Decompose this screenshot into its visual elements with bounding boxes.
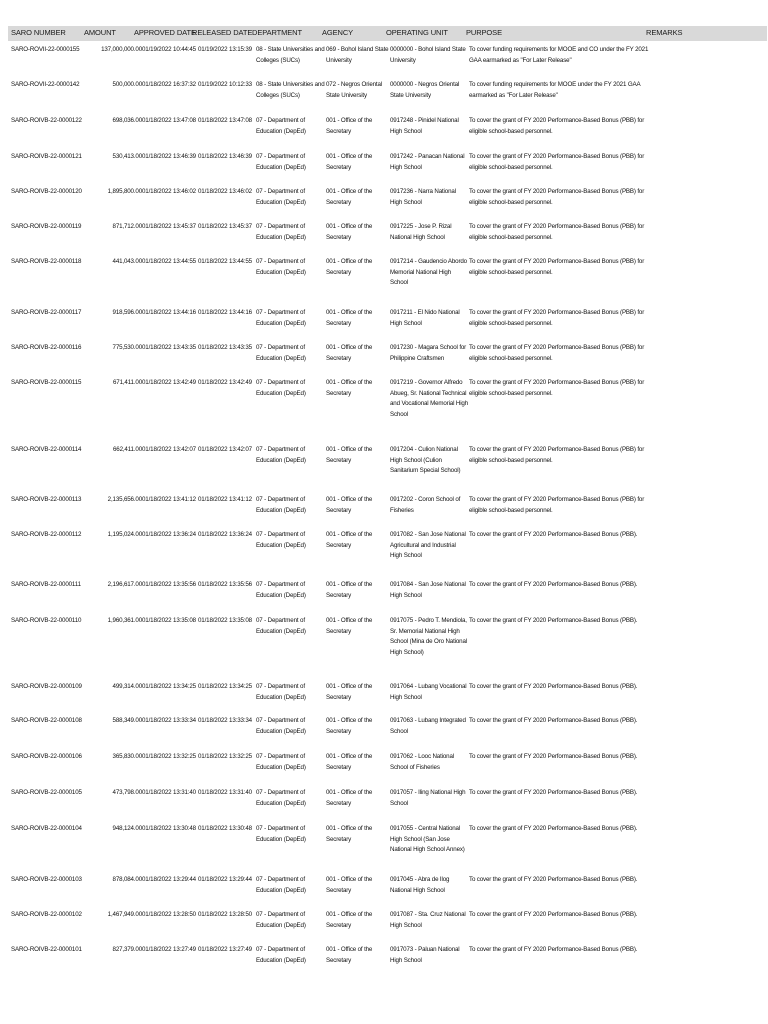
- amount-cell: 530,413.00: [112, 153, 142, 160]
- operating-unit-cell: 0917211 - El Nido National High School: [390, 309, 460, 327]
- saro-number-cell: SARO-ROIVB-22-0000101: [11, 946, 82, 953]
- operating-unit-cell: 0917075 - Pedro T. Mendiola, Sr. Memorial National High School (Mina de Oro National High School): [390, 617, 467, 656]
- department-cell: 07 - Department of Education (DepEd): [256, 825, 306, 843]
- approved-date-cell: 01/18/2022 13:42:07: [142, 446, 196, 453]
- purpose-cell: To cover the grant of FY 2020 Performance-Based Bonus (PBB).: [469, 617, 638, 624]
- purpose-cell: To cover the grant of FY 2020 Performance-Based Bonus (PBB) for eligible school-based personnel.: [469, 188, 645, 206]
- saro-number-cell: SARO-ROIVB-22-0000105: [11, 789, 82, 796]
- operating-unit-cell: 0917242 - Panacan National High School: [390, 153, 465, 171]
- amount-cell: 365,830.00: [112, 753, 142, 760]
- agency-cell: 001 - Office of the Secretary: [326, 531, 373, 549]
- saro-number-cell: SARO-ROIVB-22-0000113: [11, 496, 82, 503]
- saro-number-cell: SARO-ROIVB-22-0000117: [11, 309, 82, 316]
- operating-unit-cell: 0917248 - Pinidel National High School: [390, 117, 459, 135]
- saro-number-cell: SARO-ROIVB-22-0000122: [11, 117, 82, 124]
- purpose-cell: To cover funding requirements for MOOE and CO under the FY 2021 GAA earmarked as "For Later Release": [469, 46, 649, 64]
- purpose-cell: To cover the grant of FY 2020 Performance-Based Bonus (PBB) for eligible school-based personnel.: [469, 446, 645, 464]
- saro-number-cell: SARO-ROIVB-22-0000118: [11, 258, 82, 265]
- approved-date-cell: 01/19/2022 10:44:45: [142, 46, 196, 53]
- saro-number-cell: SARO-ROIVB-22-0000116: [11, 344, 82, 351]
- saro-number-cell: SARO-ROVII-22-0000155: [11, 46, 80, 53]
- header-operating-unit: OPERATING UNIT: [386, 28, 448, 37]
- amount-cell: 499,314.00: [112, 683, 142, 690]
- amount-cell: 878,084.00: [112, 876, 142, 883]
- approved-date-cell: 01/18/2022 13:32:25: [142, 753, 196, 760]
- operating-unit-cell: 0917225 - Jose P. Rizal National High School: [390, 223, 452, 241]
- amount-cell: 671,411.00: [112, 379, 142, 386]
- department-cell: 07 - Department of Education (DepEd): [256, 117, 306, 135]
- agency-cell: 001 - Office of the Secretary: [326, 946, 373, 964]
- approved-date-cell: 01/18/2022 13:31:40: [142, 789, 196, 796]
- agency-cell: 001 - Office of the Secretary: [326, 309, 373, 327]
- saro-number-cell: SARO-ROIVB-22-0000103: [11, 876, 82, 883]
- purpose-cell: To cover the grant of FY 2020 Performance-Based Bonus (PBB).: [469, 789, 638, 796]
- approved-date-cell: 01/18/2022 13:36:24: [142, 531, 196, 538]
- purpose-cell: To cover the grant of FY 2020 Performance-Based Bonus (PBB).: [469, 581, 638, 588]
- department-cell: 07 - Department of Education (DepEd): [256, 617, 306, 635]
- table-header: [8, 26, 767, 41]
- agency-cell: 001 - Office of the Secretary: [326, 496, 373, 514]
- agency-cell: 001 - Office of the Secretary: [326, 153, 373, 171]
- department-cell: 07 - Department of Education (DepEd): [256, 344, 306, 362]
- released-date-cell: 01/18/2022 13:31:40: [198, 789, 252, 796]
- purpose-cell: To cover the grant of FY 2020 Performance-Based Bonus (PBB).: [469, 683, 638, 690]
- purpose-cell: To cover the grant of FY 2020 Performance-Based Bonus (PBB) for eligible school-based personnel.: [469, 344, 645, 362]
- saro-number-cell: SARO-ROIVB-22-0000112: [11, 531, 82, 538]
- purpose-cell: To cover the grant of FY 2020 Performance-Based Bonus (PBB) for eligible school-based personnel.: [469, 258, 645, 276]
- released-date-cell: 01/19/2022 10:12:33: [198, 81, 252, 88]
- saro-number-cell: SARO-ROIVB-22-0000106: [11, 753, 82, 760]
- amount-cell: 473,798.00: [112, 789, 142, 796]
- header-agency: AGENCY: [322, 28, 354, 37]
- operating-unit-cell: 0917230 - Magara School for Philippine Craftsmen: [390, 344, 467, 362]
- approved-date-cell: 01/18/2022 13:46:39: [142, 153, 196, 160]
- approved-date-cell: 01/18/2022 13:34:25: [142, 683, 196, 690]
- purpose-cell: To cover funding requirements for MOOE under the FY 2021 GAA earmarked as "For Later Release": [469, 81, 641, 99]
- approved-date-cell: 01/18/2022 13:46:02: [142, 188, 196, 195]
- department-cell: 07 - Department of Education (DepEd): [256, 911, 306, 929]
- header-amount: AMOUNT: [84, 28, 116, 37]
- saro-number-cell: SARO-ROIVB-22-0000102: [11, 911, 82, 918]
- released-date-cell: 01/18/2022 13:33:34: [198, 717, 252, 724]
- purpose-cell: To cover the grant of FY 2020 Performance-Based Bonus (PBB).: [469, 531, 638, 538]
- amount-cell: 698,036.00: [112, 117, 142, 124]
- amount-cell: 2,135,656.00: [107, 496, 142, 503]
- purpose-cell: To cover the grant of FY 2020 Performance-Based Bonus (PBB) for eligible school-based personnel.: [469, 117, 645, 135]
- operating-unit-cell: 0917219 - Governor Alfredo Abueg, Sr. National Technical and Vocational Memorial High School: [390, 379, 469, 418]
- department-cell: 07 - Department of Education (DepEd): [256, 531, 306, 549]
- released-date-cell: 01/18/2022 13:28:50: [198, 911, 252, 918]
- department-cell: 07 - Department of Education (DepEd): [256, 683, 306, 701]
- saro-number-cell: SARO-ROVII-22-0000142: [11, 81, 80, 88]
- released-date-cell: 01/18/2022 13:30:48: [198, 825, 252, 832]
- approved-date-cell: 01/18/2022 13:45:37: [142, 223, 196, 230]
- approved-date-cell: 01/18/2022 13:42:49: [142, 379, 196, 386]
- department-cell: 07 - Department of Education (DepEd): [256, 496, 306, 514]
- department-cell: 07 - Department of Education (DepEd): [256, 258, 306, 276]
- operating-unit-cell: 0917084 - San Jose National High School: [390, 581, 466, 599]
- purpose-cell: To cover the grant of FY 2020 Performance-Based Bonus (PBB).: [469, 911, 638, 918]
- amount-cell: 1,960,361.00: [107, 617, 142, 624]
- purpose-cell: To cover the grant of FY 2020 Performance-Based Bonus (PBB) for eligible school-based personnel.: [469, 223, 645, 241]
- amount-cell: 2,196,617.00: [107, 581, 142, 588]
- saro-number-cell: SARO-ROIVB-22-0000121: [11, 153, 82, 160]
- released-date-cell: 01/18/2022 13:35:08: [198, 617, 252, 624]
- header-remarks: REMARKS: [646, 28, 683, 37]
- released-date-cell: 01/18/2022 13:45:37: [198, 223, 252, 230]
- approved-date-cell: 01/18/2022 13:29:44: [142, 876, 196, 883]
- released-date-cell: 01/18/2022 13:34:25: [198, 683, 252, 690]
- amount-cell: 441,043.00: [112, 258, 142, 265]
- approved-date-cell: 01/18/2022 13:44:16: [142, 309, 196, 316]
- approved-date-cell: 01/18/2022 13:27:49: [142, 946, 196, 953]
- operating-unit-cell: 0917055 - Central National High School (San Jose National High School Annex): [390, 825, 465, 853]
- agency-cell: 001 - Office of the Secretary: [326, 258, 373, 276]
- department-cell: 07 - Department of Education (DepEd): [256, 309, 306, 327]
- agency-cell: 001 - Office of the Secretary: [326, 344, 373, 362]
- operating-unit-cell: 0917064 - Lubang Vocational High School: [390, 683, 467, 701]
- approved-date-cell: 01/18/2022 13:43:35: [142, 344, 196, 351]
- released-date-cell: 01/19/2022 13:15:39: [198, 46, 252, 53]
- department-cell: 07 - Department of Education (DepEd): [256, 446, 306, 464]
- header-department: DEPARTMENT: [252, 28, 302, 37]
- operating-unit-cell: 0000000 - Bohol Island State University: [390, 46, 466, 64]
- agency-cell: 001 - Office of the Secretary: [326, 911, 373, 929]
- department-cell: 07 - Department of Education (DepEd): [256, 876, 306, 894]
- agency-cell: 001 - Office of the Secretary: [326, 753, 373, 771]
- purpose-cell: To cover the grant of FY 2020 Performance-Based Bonus (PBB).: [469, 717, 638, 724]
- saro-number-cell: SARO-ROIVB-22-0000108: [11, 717, 82, 724]
- saro-number-cell: SARO-ROIVB-22-0000104: [11, 825, 82, 832]
- department-cell: 07 - Department of Education (DepEd): [256, 946, 306, 964]
- operating-unit-cell: 0917062 - Looc National School of Fisheries: [390, 753, 454, 771]
- department-cell: 07 - Department of Education (DepEd): [256, 717, 306, 735]
- released-date-cell: 01/18/2022 13:41:12: [198, 496, 252, 503]
- approved-date-cell: 01/18/2022 13:44:55: [142, 258, 196, 265]
- released-date-cell: 01/18/2022 13:32:25: [198, 753, 252, 760]
- purpose-cell: To cover the grant of FY 2020 Performance-Based Bonus (PBB) for eligible school-based personnel.: [469, 153, 645, 171]
- released-date-cell: 01/18/2022 13:36:24: [198, 531, 252, 538]
- agency-cell: 001 - Office of the Secretary: [326, 379, 373, 397]
- approved-date-cell: 01/18/2022 13:30:48: [142, 825, 196, 832]
- saro-number-cell: SARO-ROIVB-22-0000120: [11, 188, 82, 195]
- operating-unit-cell: 0917236 - Narra National High School: [390, 188, 456, 206]
- released-date-cell: 01/18/2022 13:46:02: [198, 188, 252, 195]
- released-date-cell: 01/18/2022 13:47:08: [198, 117, 252, 124]
- department-cell: 07 - Department of Education (DepEd): [256, 379, 306, 397]
- approved-date-cell: 01/18/2022 16:37:32: [142, 81, 196, 88]
- agency-cell: 072 - Negros Oriental State University: [326, 81, 383, 99]
- operating-unit-cell: 0917045 - Abra de Ilog National High School: [390, 876, 450, 894]
- saro-number-cell: SARO-ROIVB-22-0000109: [11, 683, 82, 690]
- amount-cell: 775,530.00: [112, 344, 142, 351]
- department-cell: 07 - Department of Education (DepEd): [256, 188, 306, 206]
- released-date-cell: 01/18/2022 13:29:44: [198, 876, 252, 883]
- operating-unit-cell: 0917073 - Paluan National High School: [390, 946, 460, 964]
- amount-cell: 1,467,949.00: [107, 911, 142, 918]
- approved-date-cell: 01/18/2022 13:35:56: [142, 581, 196, 588]
- approved-date-cell: 01/18/2022 13:35:08: [142, 617, 196, 624]
- agency-cell: 001 - Office of the Secretary: [326, 117, 373, 135]
- agency-cell: 001 - Office of the Secretary: [326, 825, 373, 843]
- operating-unit-cell: 0917204 - Culion National High School (Culion Sanitarium Special School): [390, 446, 461, 474]
- released-date-cell: 01/18/2022 13:44:55: [198, 258, 252, 265]
- saro-number-cell: SARO-ROIVB-22-0000119: [11, 223, 82, 230]
- released-date-cell: 01/18/2022 13:27:49: [198, 946, 252, 953]
- operating-unit-cell: 0917063 - Lubang Integrated School: [390, 717, 466, 735]
- approved-date-cell: 01/18/2022 13:33:34: [142, 717, 196, 724]
- released-date-cell: 01/18/2022 13:42:07: [198, 446, 252, 453]
- released-date-cell: 01/18/2022 13:43:35: [198, 344, 252, 351]
- released-date-cell: 01/18/2022 13:35:56: [198, 581, 252, 588]
- operating-unit-cell: 0917214 - Gaudencio Abordo Memorial National High School: [390, 258, 467, 286]
- department-cell: 07 - Department of Education (DepEd): [256, 789, 306, 807]
- amount-cell: 662,411.00: [112, 446, 142, 453]
- department-cell: 07 - Department of Education (DepEd): [256, 753, 306, 771]
- approved-date-cell: 01/18/2022 13:41:12: [142, 496, 196, 503]
- department-cell: 08 - State Universities and Colleges (SUCs): [256, 46, 325, 64]
- agency-cell: 001 - Office of the Secretary: [326, 789, 373, 807]
- department-cell: 07 - Department of Education (DepEd): [256, 581, 306, 599]
- purpose-cell: To cover the grant of FY 2020 Performance-Based Bonus (PBB) for eligible school-based personnel.: [469, 496, 645, 514]
- agency-cell: 001 - Office of the Secretary: [326, 581, 373, 599]
- amount-cell: 918,596.00: [112, 309, 142, 316]
- purpose-cell: To cover the grant of FY 2020 Performance-Based Bonus (PBB) for eligible school-based personnel.: [469, 379, 645, 397]
- operating-unit-cell: 0917087 - Sta. Cruz National High School: [390, 911, 466, 929]
- amount-cell: 1,195,024.00: [107, 531, 142, 538]
- department-cell: 07 - Department of Education (DepEd): [256, 153, 306, 171]
- amount-cell: 1,895,800.00: [107, 188, 142, 195]
- purpose-cell: To cover the grant of FY 2020 Performance-Based Bonus (PBB) for eligible school-based personnel.: [469, 309, 645, 327]
- operating-unit-cell: 0917202 - Coron School of Fisheries: [390, 496, 461, 514]
- department-cell: 07 - Department of Education (DepEd): [256, 223, 306, 241]
- agency-cell: 001 - Office of the Secretary: [326, 446, 373, 464]
- operating-unit-cell: 0917082 - San Jose National Agricultural and Industrial High School: [390, 531, 466, 559]
- saro-number-cell: SARO-ROIVB-22-0000114: [11, 446, 82, 453]
- agency-cell: 001 - Office of the Secretary: [326, 223, 373, 241]
- purpose-cell: To cover the grant of FY 2020 Performance-Based Bonus (PBB).: [469, 876, 638, 883]
- purpose-cell: To cover the grant of FY 2020 Performance-Based Bonus (PBB).: [469, 825, 638, 832]
- operating-unit-cell: 0000000 - Negros Oriental State University: [390, 81, 460, 99]
- header-saro-number: SARO NUMBER: [11, 28, 66, 37]
- amount-cell: 948,124.00: [112, 825, 142, 832]
- header-released-date: RELEASED DATE: [192, 28, 253, 37]
- header-purpose: PURPOSE: [466, 28, 502, 37]
- amount-cell: 500,000.00: [112, 81, 142, 88]
- saro-number-cell: SARO-ROIVB-22-0000115: [11, 379, 82, 386]
- approved-date-cell: 01/18/2022 13:28:50: [142, 911, 196, 918]
- purpose-cell: To cover the grant of FY 2020 Performance-Based Bonus (PBB).: [469, 946, 638, 953]
- saro-number-cell: SARO-ROIVB-22-0000110: [11, 617, 82, 624]
- amount-cell: 827,379.00: [112, 946, 142, 953]
- released-date-cell: 01/18/2022 13:42:49: [198, 379, 252, 386]
- released-date-cell: 01/18/2022 13:44:16: [198, 309, 252, 316]
- header-approved-date: APPROVED DATE: [134, 28, 196, 37]
- saro-number-cell: SARO-ROIVB-22-0000111: [11, 581, 81, 588]
- amount-cell: 871,712.00: [112, 223, 142, 230]
- operating-unit-cell: 0917057 - Iling National High School: [390, 789, 466, 807]
- department-cell: 08 - State Universities and Colleges (SUCs): [256, 81, 325, 99]
- approved-date-cell: 01/18/2022 13:47:08: [142, 117, 196, 124]
- agency-cell: 001 - Office of the Secretary: [326, 683, 373, 701]
- agency-cell: 001 - Office of the Secretary: [326, 876, 373, 894]
- agency-cell: 001 - Office of the Secretary: [326, 188, 373, 206]
- amount-cell: 588,349.00: [112, 717, 142, 724]
- agency-cell: 001 - Office of the Secretary: [326, 617, 373, 635]
- agency-cell: 001 - Office of the Secretary: [326, 717, 373, 735]
- purpose-cell: To cover the grant of FY 2020 Performance-Based Bonus (PBB).: [469, 753, 638, 760]
- released-date-cell: 01/18/2022 13:46:39: [198, 153, 252, 160]
- amount-cell: 137,000,000.00: [101, 46, 142, 53]
- agency-cell: 069 - Bohol Island State University: [326, 46, 389, 64]
